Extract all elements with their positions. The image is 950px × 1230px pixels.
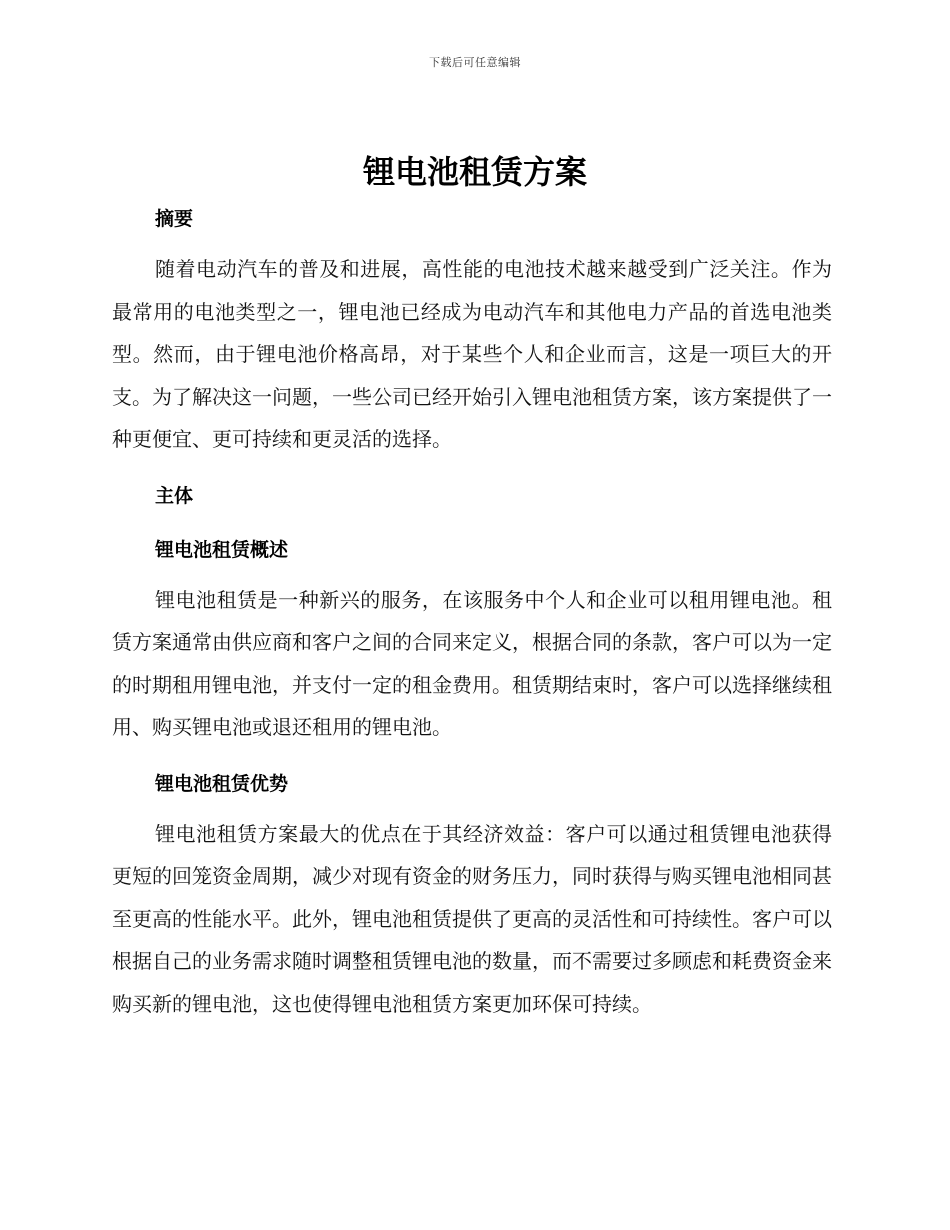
header-note: 下载后可任意编辑 [429, 56, 521, 69]
section-heading-main: 主体 [155, 484, 194, 507]
advantages-paragraph: 锂电池租赁方案最大的优点在于其经济效益：客户可以通过租赁锂电池获得更短的回笼资金周期，减少对现有资金的财务压力，同时获得与购买锂电池相同甚至更高的性能水平。此外，锂电池租赁提供了更高的灵活性和可持续性。客户可以根据自己的业务需求随时调整租赁锂电池的数量，而不需要过多顾虑和耗费资金来购买新的锂电池，这也使得锂电池租赁方案更加环保可持续。 [112, 821, 832, 1016]
document-body [112, 200, 832, 1025]
section-heading-abstract: 摘要 [155, 208, 194, 230]
abstract-paragraph: 随着电动汽车的普及和进展，高性能的电池技术越来越受到广泛关注。作为最常用的电池类型之一，锂电池已经成为电动汽车和其他电力产品的首选电池类型。然而，由于锂电池价格高昂，对于某些个人和企业而言，这是一项巨大的开支。为了解决这一问题，一些公司已经开始引入锂电池租赁方案，该方案提供了一种更便宜、更可持续和更灵活的选择。 [112, 257, 832, 451]
section-heading-overview: 锂电池租赁概述 [155, 538, 289, 561]
section-heading-advantages: 锂电池租赁优势 [155, 772, 289, 795]
overview-paragraph: 锂电池租赁是一种新兴的服务，在该服务中个人和企业可以租用锂电池。租赁方案通常由供应商和客户之间的合同来定义，根据合同的条款，客户可以为一定的时期租用锂电池，并支付一定的租金费用。租赁期结束时，客户可以选择继续租用、购买锂电池或退还租用的锂电池。 [112, 587, 832, 739]
document-title: 锂电池租赁方案 [362, 153, 587, 191]
